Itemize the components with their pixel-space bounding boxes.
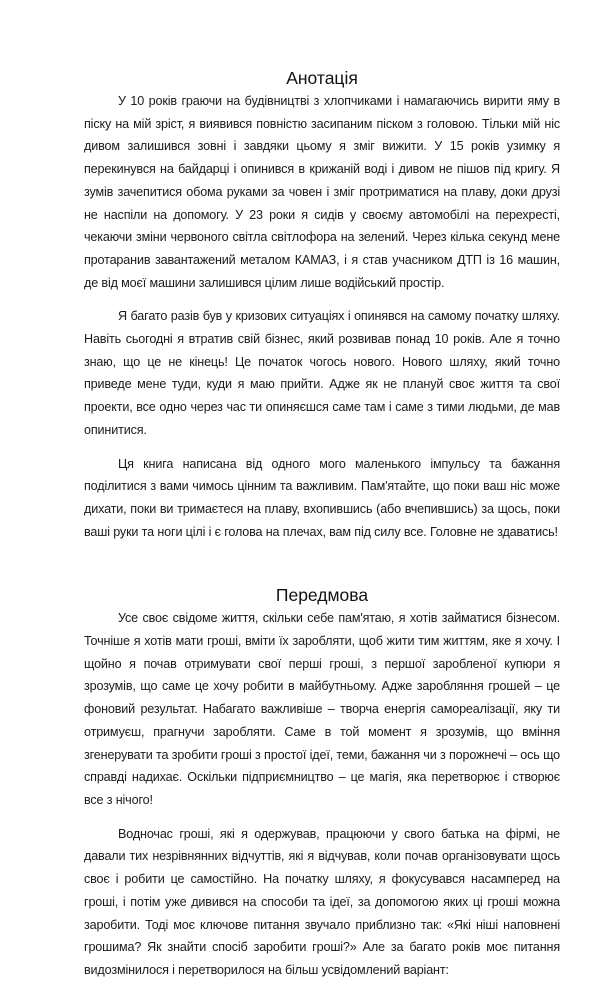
section-title-annotation: Анотація (286, 68, 358, 88)
annotation-paragraph-3: Ця книга написана від одного мого маленького імпульсу та бажання поділитися з вами чимось цінним та важливим. Пам'ятайте, що поки ваш ніс може дихати, поки ви тримаєтеся на плаву, вхопившись (або вчепившись) за щось, поки ваші руки та ноги цілі і є голова на плечах, вам під силу все. Головне не здаватись! (84, 456, 560, 539)
foreword-paragraph-1: Усе своє свідоме життя, скільки себе пам'ятаю, я хотів займатися бізнесом. Точніше я хотів мати гроші, вміти їх заробляти, щоб жити тим життям, яке я хочу. І щойно я почав отримувати свої перші гроші, з першої заробленої купюри я зрозумів, що саме це хочу робити в майбутньому. Адже заробляння грошей – це фоновий результат. Набагато важливіше – творча енергія самореалізації, яку ти отримуєш, прагнучи заробляти. Саме в той момент я зрозумів, що вміння згенерувати та зробити гроші з простої ідеї, теми, бажання чи з порожнечі – ось що справді надихає. Оскільки підприємництво – це магія, яка перетворює і створює все з нічого! (84, 611, 560, 807)
annotation-paragraph-1: У 10 років граючи на будівництві з хлопчиками і намагаючись вирити яму в піску на мій зріст, я виявився повністю засипаним піском з головою. Тільки мій ніс дивом залишився зовні і завдяки цьому я зміг вижити. У 15 років узимку я перекинувся на байдарці і опинився в крижаній воді і дивом не пішов під кригу. Я зумів зачепитися обома руками за човен і зміг протриматися на плаву, доки друзі не наспіли на допомогу. У 23 роки я сидів у своєму автомобілі на перехресті, чекаючи зміни червоного світла світлофора на зелений. Через кілька секунд мене протаранив завантажений металом КАМАЗ, і я став учасником ДТП із 16 машин, де від моєї машини залишився цілим лише водійський простір. (84, 94, 560, 290)
section-title-foreword: Передмова (275, 585, 369, 606)
foreword-paragraph-2: Водночас гроші, які я одержував, працюючи у свого батька на фірмі, не давали тих незрівнянних відчуттів, які я відчував, коли почав організовувати щось своє і робити це самостійно. На початку шляху, я фокусувався насамперед на гроші, і потім уже дивився на способи та ідеї, за допомогою яких ці гроші можна заробити. Тоді моє ключове питання звучало приблизно так: «Які ніші наповнені грошима? Як знайти спосіб заробити гроші?» Але за багато років моє питання видозмінилося і перетворилося на більш усвідомлений варіант: (84, 826, 560, 977)
annotation-paragraph-2: Я багато разів був у кризових ситуаціях і опинявся на самому початку шляху. Навіть сьогодні я втратив свій бізнес, який розвивав понад 10 років. Але я точно знаю, що це не кінець! Це початок чогось нового. Нового шляху, який точно приведе мене туди, куди я маю прийти. Адже як не плануй своє життя та свої проекти, все одно через час ти опиняєшся саме там і саме з тими людьми, де мав опинитися. (84, 309, 560, 437)
document-page (84, 66, 560, 982)
